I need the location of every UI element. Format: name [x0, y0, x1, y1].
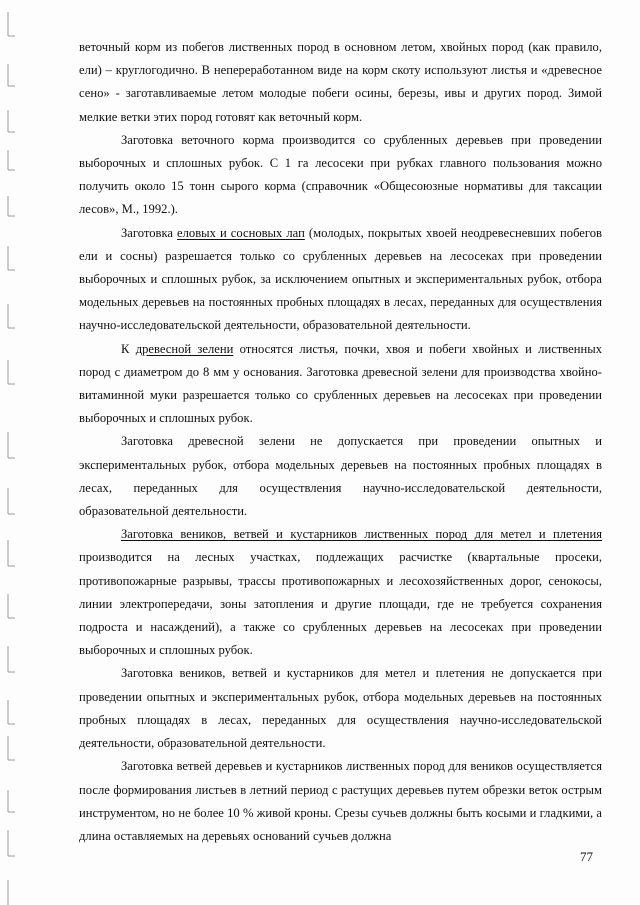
- paragraph-rest-text: относятся листья, почки, хвоя и побеги хвойных и лиственных пород с диаметром до 8 мм у основания. Заготовка древесной зелени для производства хвойно-витаминной муки разрешается только со срубленных деревьев на лесосеках при проведении выборочных и сплошных рубок.: [79, 341, 602, 426]
- paragraph-brooms-restrictions: Заготовка веников, ветвей и кустарников для метел и плетения не допускается при проведении опытных и экспериментальных рубок, отбора модельных деревьев на постоянных пробных площадях в лесах, переданных для осуществления научно-исследовательской деятельности, образовательной деятельности.: [79, 666, 602, 751]
- underlined-term: древесной зелени: [135, 341, 234, 356]
- paragraph-lead-text: К: [121, 341, 136, 356]
- paragraph-rest-text: (молодых, покрытых хвоей неодревесневших побегов ели и сосны) разрешается только со срубленных деревьев на лесосеках при проведении выборочных и сплошных рубок, за исключением опытных и экспериментальных рубок, отбора модельных деревьев на постоянных пробных площадях в лесах, переданных для осуществления научно-исследовательской деятельности, образовательной деятельности.: [79, 225, 602, 333]
- underlined-term: еловых и сосновых лап: [177, 225, 305, 240]
- paragraph-brooms-harvesting: [79, 523, 602, 662]
- paragraph-broom-branches-method: Заготовка ветвей деревьев и кустарников лиственных пород для веников осуществляется после формирования листьев в летний период с растущих деревьев путем обрезки веток острым инструментом, но не более 10 % живой кроны. Срезы сучьев должны быть косыми и гладкими, а длина оставляемых на деревьях оснований сучьев должна: [79, 759, 602, 843]
- paragraph-spruce-pine-branches: [79, 222, 602, 338]
- paragraph-branch-feed-harvesting: Заготовка веточного корма производится со срубленных деревьев при проведении выборочных и сплошных рубок. С 1 га лесосеки при рубках главного пользования можно получить около 15 тонн сырого корма (справочник «Общесоюзные нормативы для таксации лесов», М., 1992.).: [79, 132, 602, 217]
- paragraph-branch-feed-continuation: веточный корм из побегов лиственных пород в основном летом, хвойных пород (как правило, ели) – круглогодично. В непереработанном виде на корм скоту используют листья и «древесное сено» - заготавливаемые летом молодые побеги осины, березы, ивы и других пород. Зимой мелкие ветки этих пород готовят как веточный корм.: [79, 40, 602, 124]
- paragraph-greenery-restrictions: Заготовка древесной зелени не допускается при проведении опытных и экспериментальных рубок, отбора модельных деревьев на постоянных пробных площадях в лесах, переданных для осуществления научно-исследовательской деятельности, образовательной деятельности.: [79, 434, 602, 519]
- page-number: 77: [580, 849, 593, 864]
- body-text: [79, 36, 602, 848]
- underlined-term: Заготовка веников, ветвей и кустарников лиственных пород для метел и плетения: [121, 527, 602, 542]
- paragraph-rest-text: производится на лесных участках, подлежащих расчистке (квартальные просеки, противопожарные разрывы, трассы противопожарных и лесохозяйственных дорог, сенокосы, линии электропередачи, зоны затопления и другие площади, где не требуется сохранения подроста и насаждений), а также со срубленных деревьев на лесосеках при проведении выборочных и сплошных рубок.: [79, 550, 602, 658]
- paragraph-lead-text: Заготовка: [121, 225, 178, 240]
- paragraph-tree-greenery-definition: [79, 338, 602, 431]
- binding-margin-marks: [0, 0, 30, 905]
